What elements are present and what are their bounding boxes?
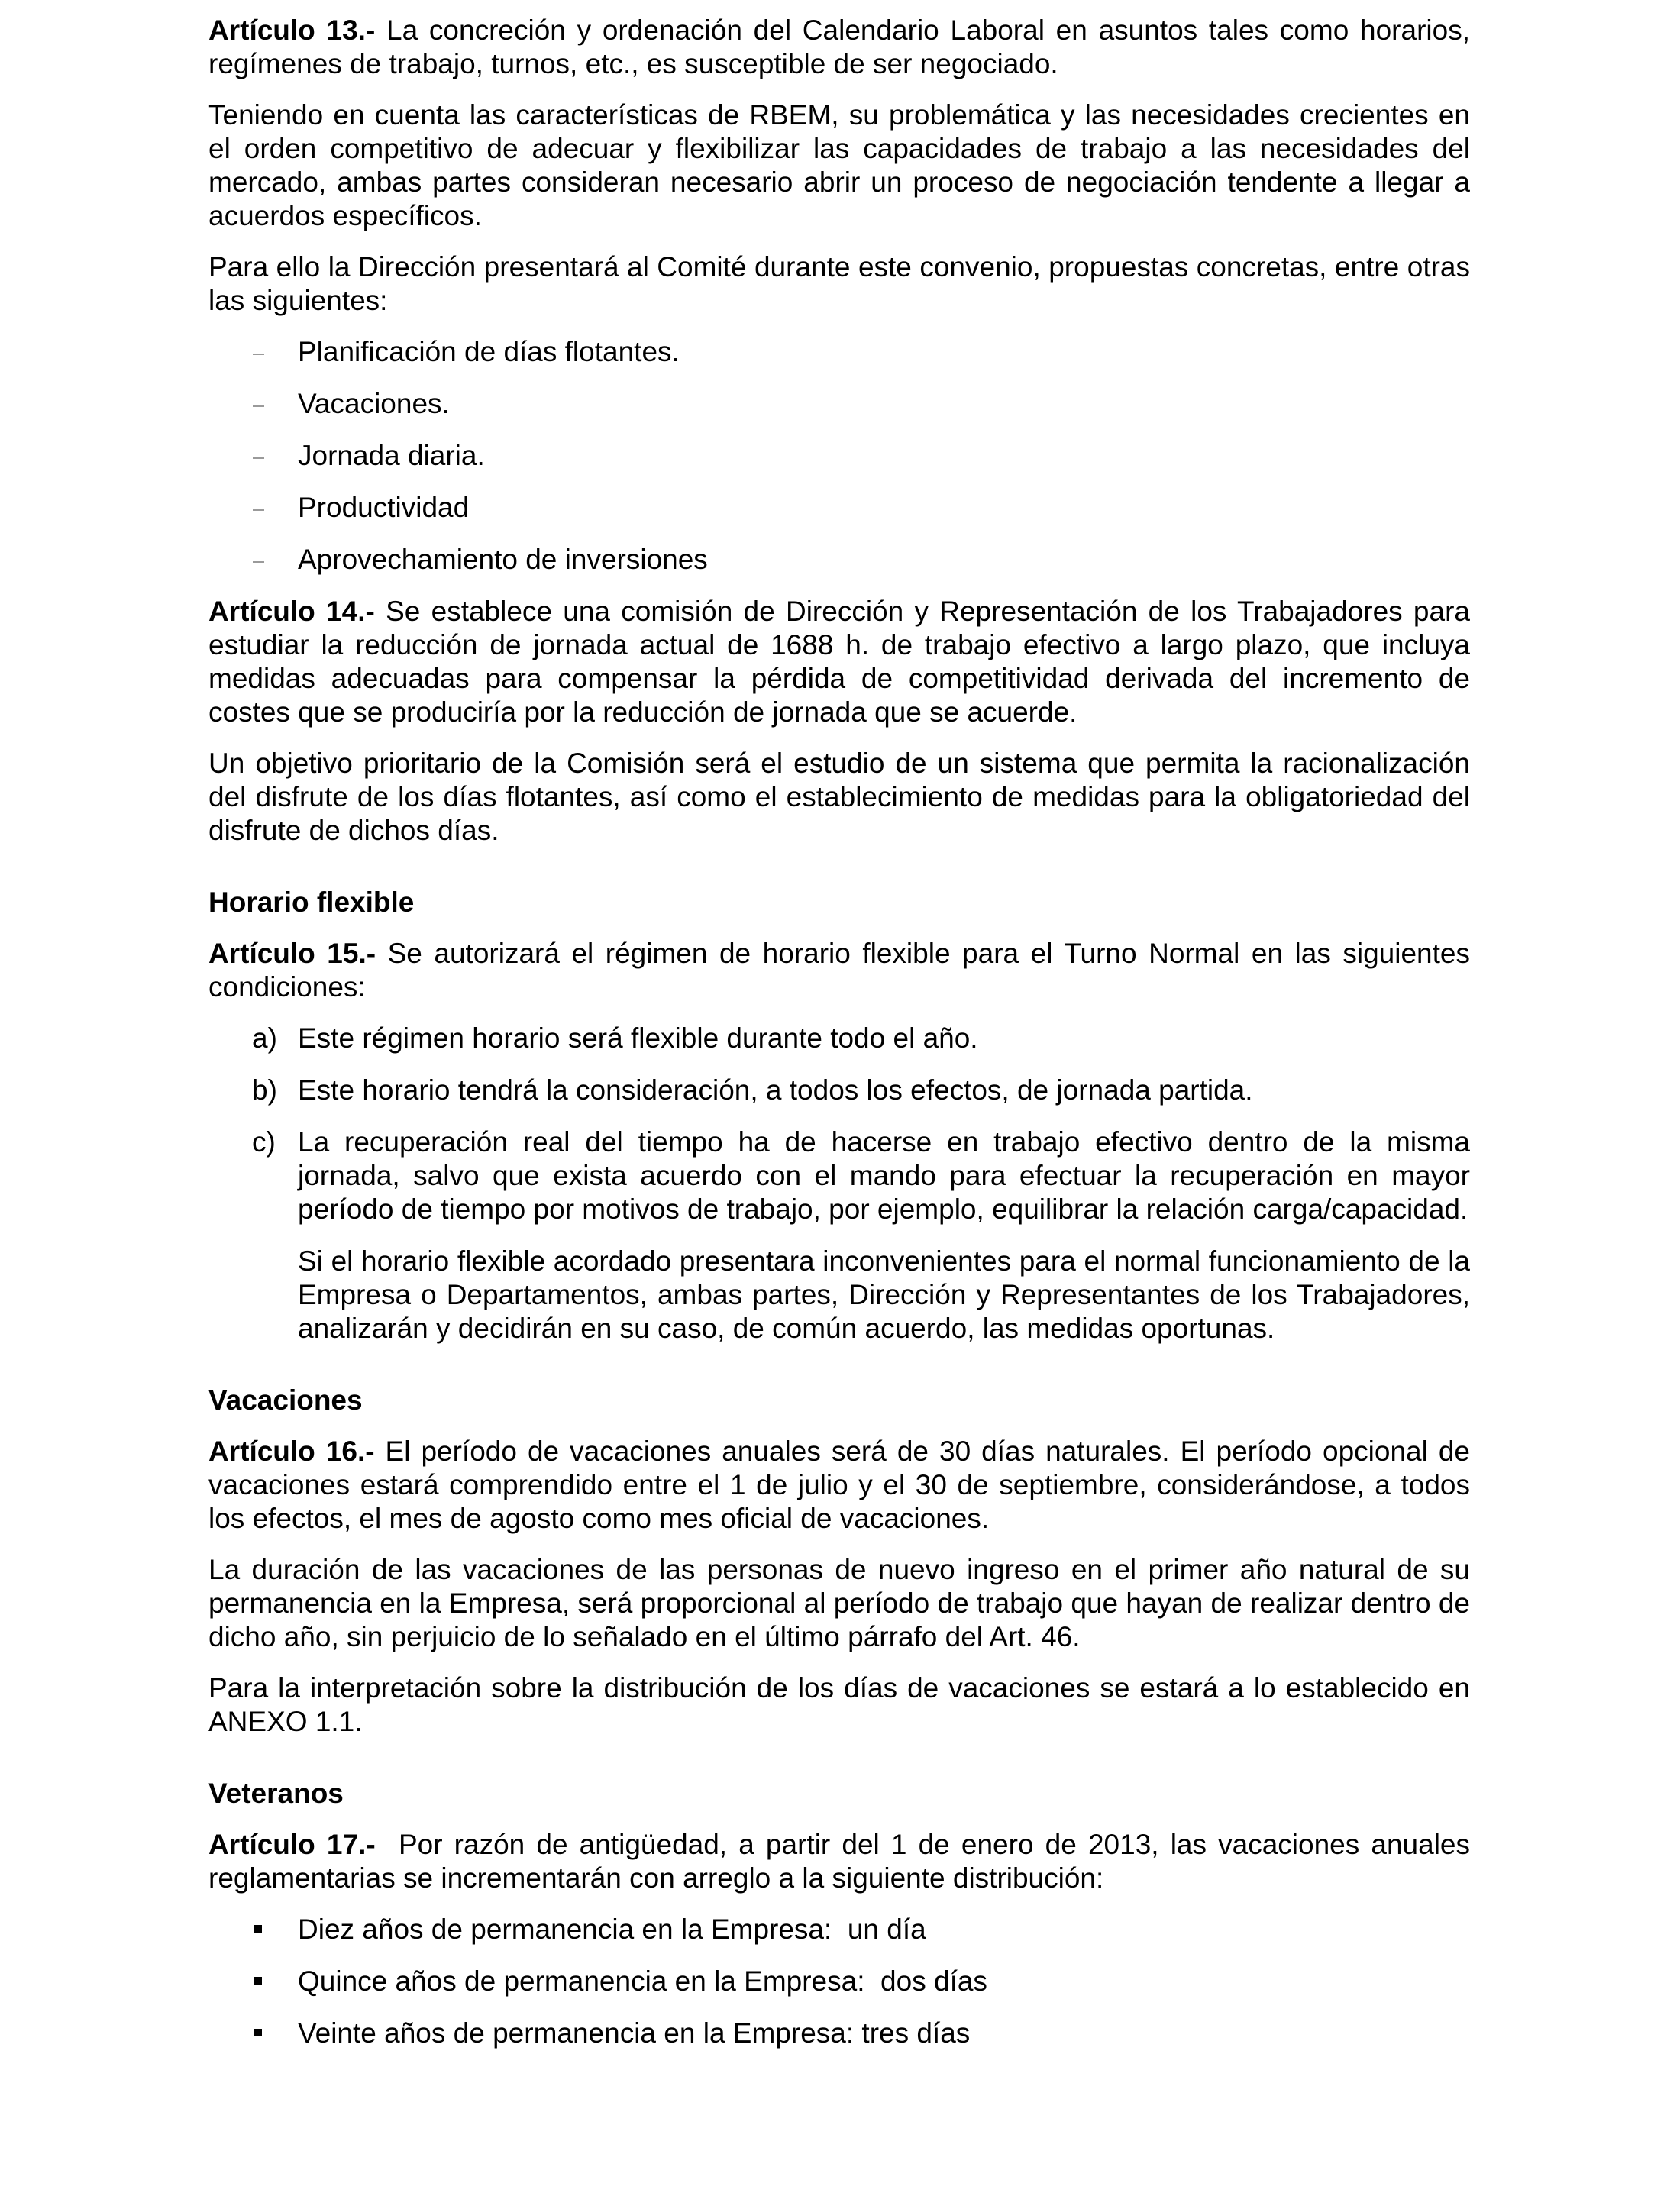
article-16-paragraph-2: La duración de las vacaciones de las personas de nuevo ingreso en el primer año natural de su permanencia en la Empresa, será proporcional al período de trabajo que hayan de realizar dentro de dicho año, sin perjuicio de lo señalado en el último párrafo del Art. 46. [208, 1554, 1470, 1652]
list-item [208, 543, 1470, 577]
list-item-text: Vacaciones. [298, 388, 450, 419]
list-marker: b) [252, 1074, 277, 1106]
list-item [208, 1126, 1470, 1226]
list-item [208, 1022, 1470, 1055]
list-item [208, 1965, 1470, 1998]
article-16-paragraph-3: Para la interpretación sobre la distribución de los días de vacaciones se estará a lo establecido en ANEXO 1.1. [208, 1672, 1470, 1737]
list-item [208, 335, 1470, 369]
article-15-label: Artículo 15.- [208, 938, 376, 969]
article-16-text: El período de vacaciones anuales será de 30 días naturales. El período opcional de vacaciones estará comprendido entre el 1 de julio y el 30 de septiembre, considerándose, a todos los efectos, el mes de agosto como mes oficial de vacaciones. [208, 1436, 1470, 1534]
article-17-list [208, 1913, 1470, 2050]
list-item [208, 1074, 1470, 1107]
article-13-list [208, 335, 1470, 577]
section-heading-vacaciones: Vacaciones [208, 1384, 363, 1416]
list-item-text: Veinte años de permanencia en la Empresa: tres días [298, 2017, 971, 2049]
list-marker: a) [252, 1022, 277, 1054]
article-14-label: Artículo 14.- [208, 596, 375, 627]
list-item [208, 491, 1470, 525]
article-17-paragraph [208, 1828, 1478, 1895]
list-item-text: Este horario tendrá la consideración, a todos los efectos, de jornada partida. [298, 1074, 1253, 1106]
list-item-text: La recuperación real del tiempo ha de hacerse en trabajo efectivo dentro de la misma jornada, salvo que exista acuerdo con el mando para efectuar la recuperación en mayor período de tiempo por motivos de trabajo, por ejemplo, equilibrar la relación carga/capacidad. [298, 1126, 1470, 1225]
section-heading-horario: Horario flexible [208, 887, 415, 918]
list-item-text: Planificación de días flotantes. [298, 336, 680, 367]
list-item-text: Jornada diaria. [298, 440, 485, 471]
article-17-text: Por razón de antigüedad, a partir del 1 de enero de 2013, las vacaciones anuales reglamentarias se incrementarán con arreglo a la siguiente distribución: [208, 1829, 1478, 1894]
list-item [208, 2017, 1470, 2050]
list-item [208, 387, 1470, 421]
article-13-paragraph-3: Para ello la Dirección presentará al Comité durante este convenio, propuestas concretas, entre otras las siguientes: [208, 251, 1470, 316]
article-14-paragraph-2: Un objetivo prioritario de la Comisión será el estudio de un sistema que permita la racionalización del disfrute de los días flotantes, así como el establecimiento de medidas para la obligatoriedad del disfrute de dichos días. [208, 748, 1470, 846]
list-item [208, 439, 1470, 473]
list-item-text: Este régimen horario será flexible durante todo el año. [298, 1022, 978, 1054]
article-16-paragraph [208, 1435, 1470, 1536]
article-15-paragraph [208, 937, 1470, 1004]
list-marker: c) [252, 1126, 276, 1158]
section-heading-veteranos: Veteranos [208, 1778, 344, 1809]
list-item-text: Productividad [298, 492, 470, 523]
article-15-text: Se autorizará el régimen de horario flexible para el Turno Normal en las siguientes condiciones: [208, 938, 1470, 1003]
list-item-text: Aprovechamiento de inversiones [298, 544, 708, 575]
list-item [208, 1913, 1470, 1946]
article-15-subparagraph: Si el horario flexible acordado presentara inconvenientes para el normal funcionamiento de la Empresa o Departamentos, ambas partes, Dirección y Representantes de los Trabajadores, analizarán y decidirán en su caso, de común acuerdo, las medidas oportunas. [298, 1245, 1470, 1344]
article-14-paragraph [208, 595, 1470, 729]
article-13-text: La concreción y ordenación del Calendario Laboral en asuntos tales como horarios, regímenes de trabajo, turnos, etc., es susceptible de ser negociado. [208, 15, 1470, 79]
article-13-paragraph-2: Teniendo en cuenta las características de RBEM, su problemática y las necesidades crecientes en el orden competitivo de adecuar y flexibilizar las capacidades de trabajo a las necesidades del mercado, ambas partes consideran necesario abrir un proceso de negociación tendente a llegar a acuerdos específicos. [208, 99, 1470, 231]
article-14-text: Se establece una comisión de Dirección y Representación de los Trabajadores para estudiar la reducción de jornada actual de 1688 h. de trabajo efectivo a largo plazo, que incluya medidas adecuadas para compensar la pérdida de competitividad derivada del incremento de costes que se produciría por la reducción de jornada que se acuerde. [208, 596, 1470, 728]
article-13-label: Artículo 13.- [208, 15, 376, 46]
article-13-paragraph [208, 14, 1470, 81]
list-item-text: Quince años de permanencia en la Empresa: dos días [298, 1965, 987, 1997]
list-item-text: Diez años de permanencia en la Empresa: un día [298, 1914, 926, 1945]
article-16-label: Artículo 16.- [208, 1436, 375, 1467]
article-15-list [208, 1022, 1470, 1226]
article-17-label: Artículo 17.- [208, 1829, 376, 1860]
